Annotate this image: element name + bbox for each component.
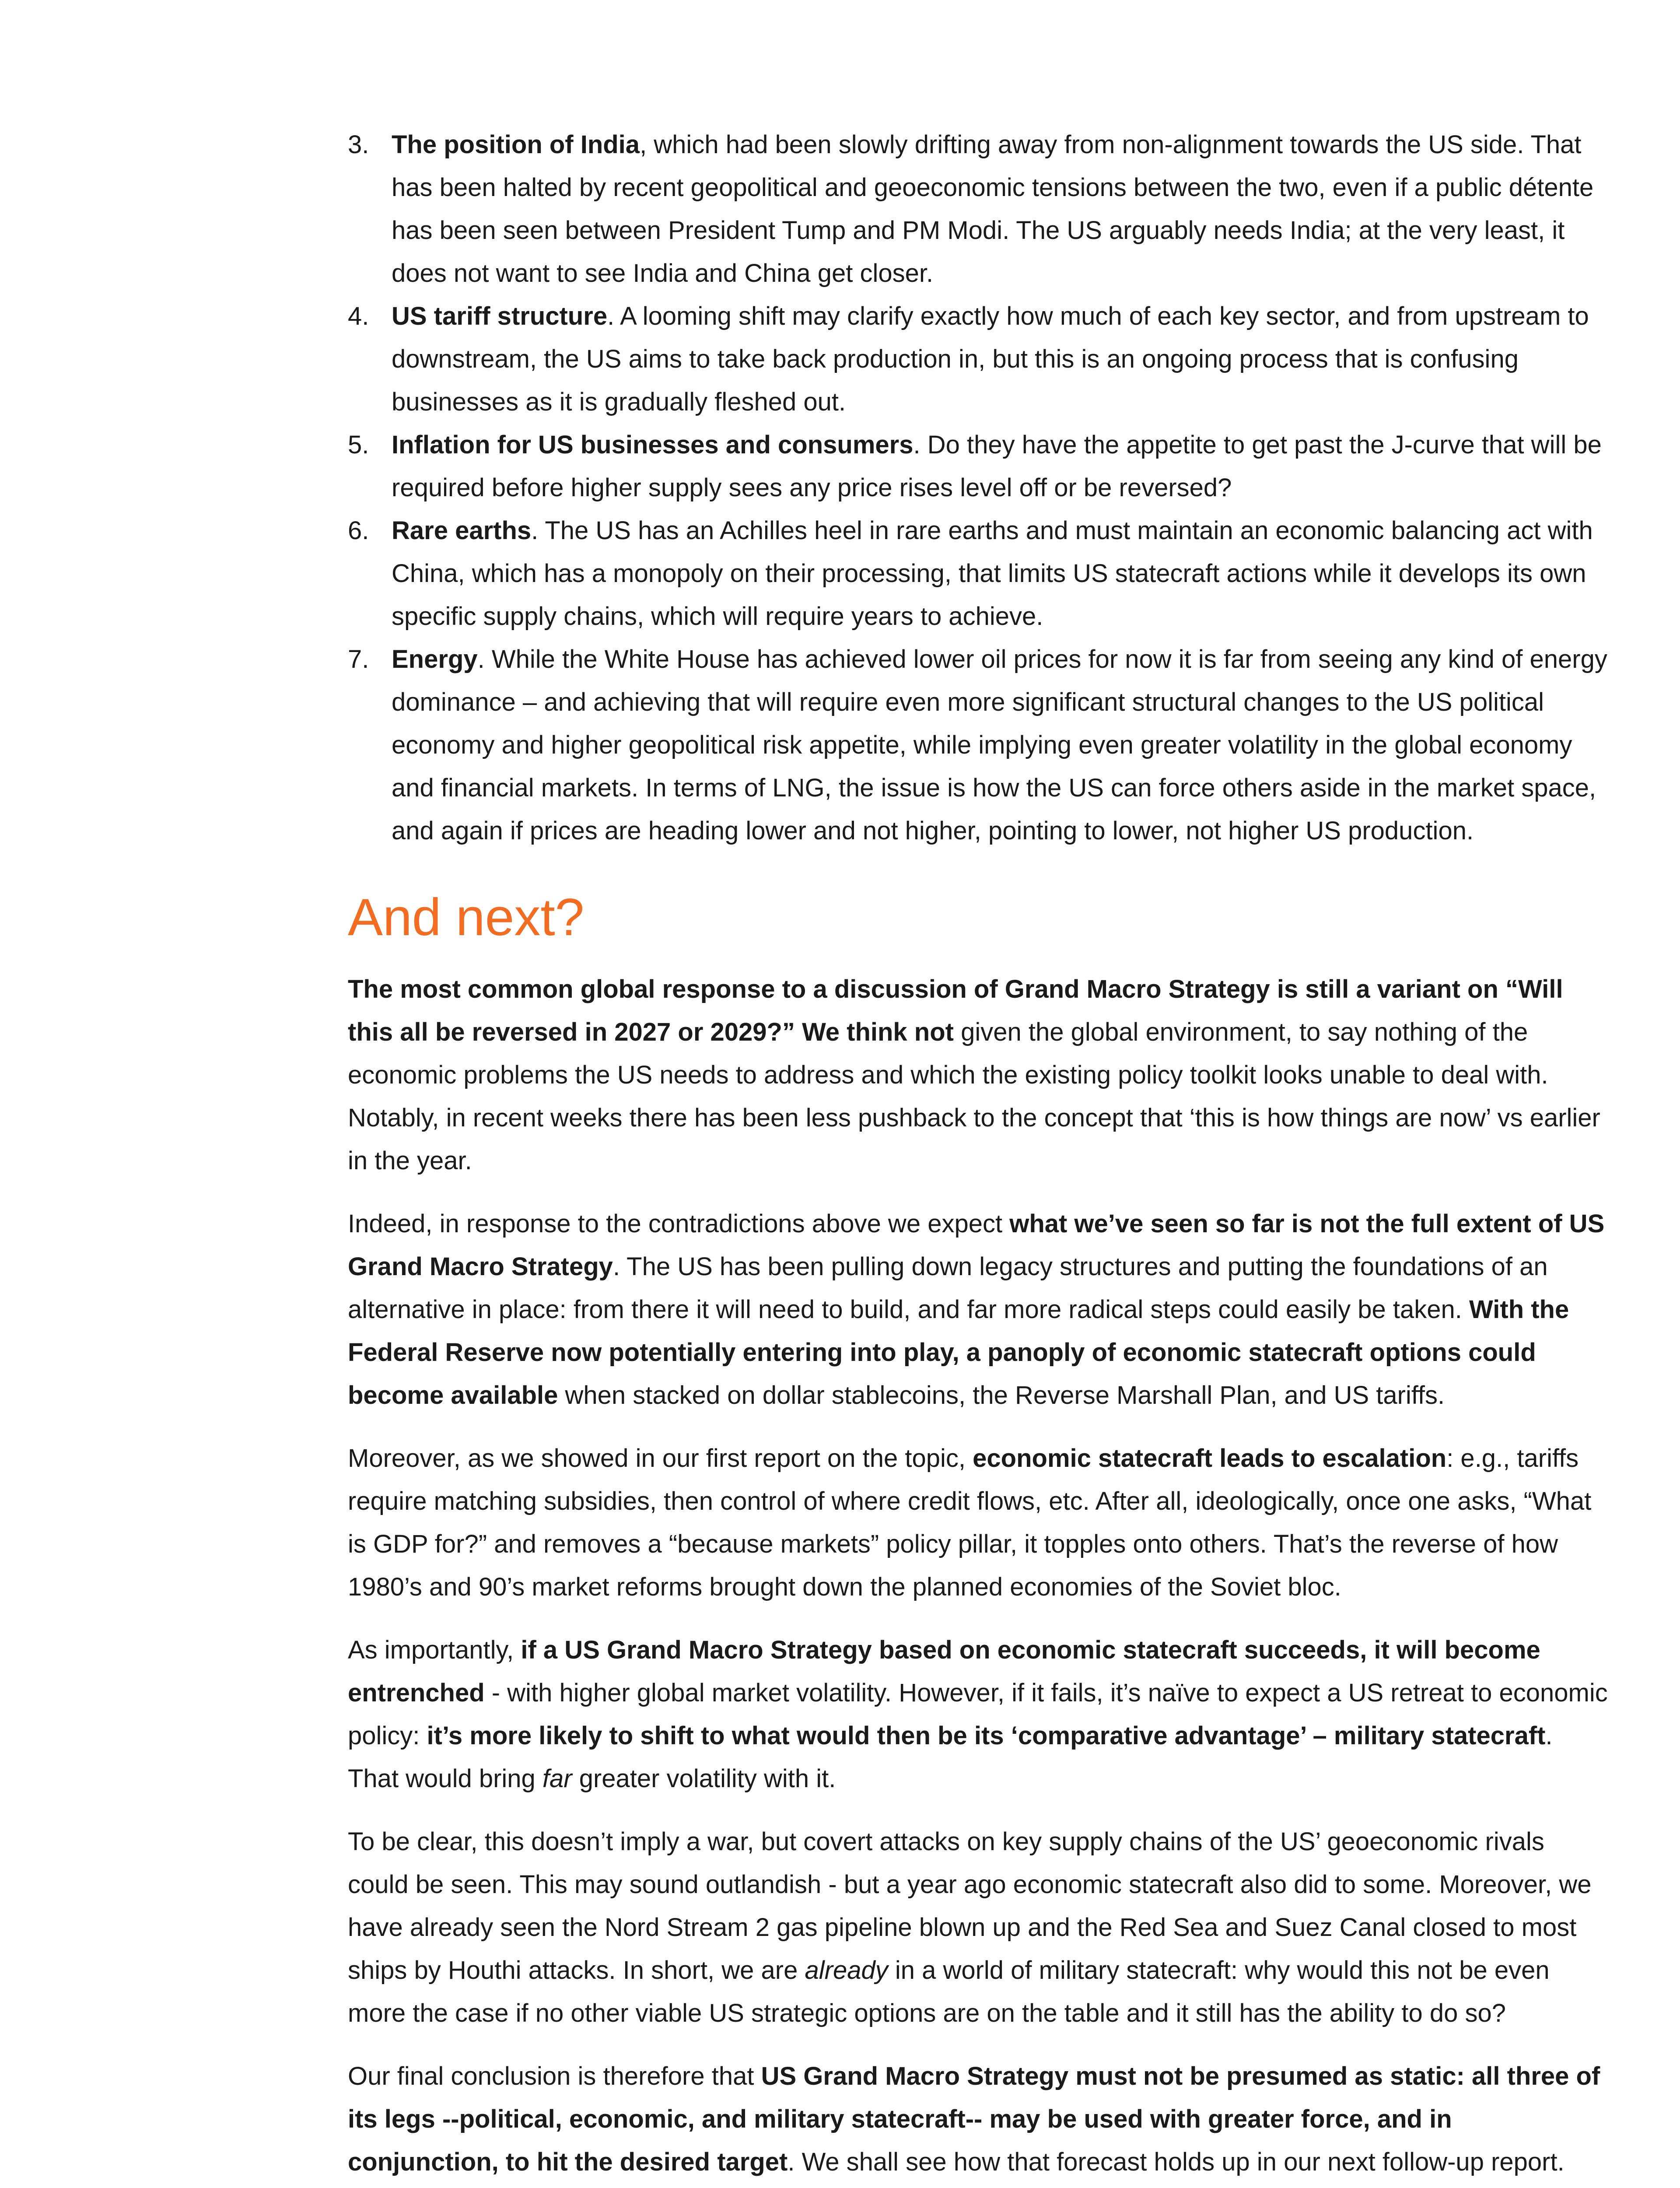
list-item-heading: The position of India: [392, 130, 640, 159]
list-number: 5.: [348, 431, 369, 459]
list-item-text: . A looming shift may clarify exactly how much of each key sector, and from upstream to downstream, the US aims to take back production in, but this is an ongoing process that is confusing businesses as it is gradually fleshed out.: [392, 302, 1589, 416]
list-item-text: . While the White House has achieved lower oil prices for now it is far from seeing any kind of energy dominance – and achieving that will require even more significant structural changes to the US political economy and higher geopolitical risk appetite, while implying even greater volatility in the global economy and financial markets. In terms of LNG, the issue is how the US can force others aside in the market space, and again if prices are heading lower and not higher, pointing to lower, not higher US production.: [392, 645, 1607, 845]
bold-text: what we’ve seen so far is not the full extent of US Grand Macro Strategy: [348, 1210, 1605, 1281]
text: Our final conclusion is therefore that: [348, 2062, 761, 2090]
list-item: [348, 638, 1608, 852]
bold-text: The most common global response to a discussion of Grand Macro Strategy is still a variant on “Will this all be reversed in 2027 or 2029?” We think not: [348, 975, 1563, 1046]
text: Moreover, as we showed in our first report on the topic,: [348, 1444, 973, 1473]
paragraph: [348, 1629, 1608, 1800]
list-number: 6.: [348, 516, 369, 545]
section-heading: And next?: [348, 888, 584, 947]
paragraph: [348, 2055, 1608, 2184]
text: - with higher global market volatility. However, if it fails, it’s naïve to expect a US retreat to economic policy:: [348, 1679, 1608, 1750]
numbered-list: [348, 123, 1608, 852]
list-number: 3.: [348, 130, 369, 159]
text: in a world of military statecraft: why would this not be even more the case if no other viable US strategic options are on the table and it still has the ability to do so?: [348, 1956, 1550, 2027]
text: . The US has been pulling down legacy structures and putting the foundations of an alternative in place: from there it will need to build, and far more radical steps could easily be taken.: [348, 1252, 1548, 1324]
paragraph: [348, 1437, 1608, 1609]
list-item: [348, 123, 1608, 295]
list-item: [348, 424, 1608, 509]
paragraph: [348, 1820, 1608, 2035]
text: Indeed, in response to the contradictions above we expect: [348, 1210, 1010, 1238]
list-item-text: . Do they have the appetite to get past the J-curve that will be required before higher supply sees any price rises level off or be reversed?: [392, 431, 1602, 502]
text: : e.g., tariffs require matching subsidies, then control of where credit flows, etc. After all, ideologically, once one asks, “What is GDP for?” and removes a “because markets” policy pillar, it topples onto others. That’s the reverse of how 1980’s and 90’s market reforms brought down the planned economies of the Soviet bloc.: [348, 1444, 1592, 1601]
italic-text: already: [805, 1956, 888, 1985]
document-body: [348, 123, 1608, 2188]
italic-text: far: [542, 1764, 572, 1793]
text: greater volatility with it.: [572, 1764, 836, 1793]
list-item-heading: US tariff structure: [392, 302, 608, 330]
text: As importantly,: [348, 1636, 521, 1664]
list-number: 7.: [348, 645, 369, 673]
list-item: [348, 295, 1608, 424]
bold-text: it’s more likely to shift to what would then be its ‘comparative advantage’ – military statecraft: [427, 1722, 1546, 1750]
text: . That would bring: [348, 1722, 1553, 1793]
list-item: [348, 509, 1608, 638]
list-item-heading: Inflation for US businesses and consumers: [392, 431, 914, 459]
text: when stacked on dollar stablecoins, the Reverse Marshall Plan, and US tariffs.: [558, 1381, 1445, 1410]
bold-text: economic statecraft leads to escalation: [973, 1444, 1447, 1473]
bold-text: US Grand Macro Strategy must not be presumed as static: all three of its legs --political, economic, and military statecraft-- may be used with greater force, and in conjunction, to hit the desired target: [348, 2062, 1600, 2176]
text: To be clear, this doesn’t imply a war, but covert attacks on key supply chains of the US’ geoeconomic rivals could be seen. This may sound outlandish - but a year ago economic statecraft also did to some. Moreover, we have already seen the Nord Stream 2 gas pipeline blown up and the Red Sea and Suez Canal closed to most ships by Houthi attacks. In short, we are: [348, 1827, 1592, 1985]
list-item-text: , which had been slowly drifting away from non-alignment towards the US side. That has been halted by recent geopolitical and geoeconomic tensions between the two, even if a public détente has been seen between President Tump and PM Modi. The US arguably needs India; at the very least, it does not want to see India and China get closer.: [392, 130, 1594, 288]
text: . We shall see how that forecast holds up in our next follow-up report.: [788, 2148, 1564, 2176]
paragraph: [348, 968, 1608, 1182]
list-item-heading: Rare earths: [392, 516, 532, 545]
paragraph: [348, 1203, 1608, 1417]
text: given the global environment, to say nothing of the economic problems the US needs to address and which the existing policy toolkit looks unable to deal with. Notably, in recent weeks there has been less pushback to the concept that ‘this is how things are now’ vs earlier in the year.: [348, 1018, 1600, 1175]
list-item-heading: Energy: [392, 645, 478, 673]
list-item-text: . The US has an Achilles heel in rare earths and must maintain an economic balancing act with China, which has a monopoly on their processing, that limits US statecraft actions while it develops its own specific supply chains, which will require years to achieve.: [392, 516, 1593, 631]
list-number: 4.: [348, 302, 369, 330]
bold-text: if a US Grand Macro Strategy based on economic statecraft succeeds, it will become entrenched: [348, 1636, 1540, 1707]
bold-text: With the Federal Reserve now potentially entering into play, a panoply of economic statecraft options could become available: [348, 1295, 1569, 1410]
